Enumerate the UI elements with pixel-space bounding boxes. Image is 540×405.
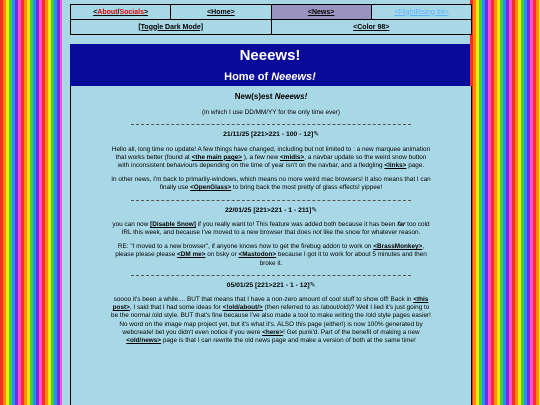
post-text: Hello all, long time no update! A few things have changed, including but not limited to : a new marquee animation that works better (found at bbox=[111, 145, 431, 161]
divider bbox=[131, 275, 411, 276]
post-paragraph bbox=[111, 243, 431, 268]
dm-me-link[interactable]: <DM me> bbox=[177, 251, 206, 259]
page-header bbox=[70, 44, 470, 86]
post-date: 21/11/25 [221>221 - 100 - 12] bbox=[223, 131, 314, 139]
page-title: Neeews! bbox=[239, 47, 301, 64]
brassmonkey-link[interactable]: <BrassMonkey> bbox=[373, 243, 423, 251]
subtitle-emphasis: Neeews! bbox=[271, 71, 316, 83]
nav-bracket: < bbox=[93, 8, 98, 16]
disable-snow-button[interactable]: [Disable Snow] bbox=[150, 220, 196, 228]
post-title bbox=[71, 207, 471, 215]
post-text: In other news, I'm back to primarily-windows, which means no more weird mac browsers! It also means that I can finally use bbox=[111, 176, 431, 192]
post-text: too cold IRL this week, and because I've moved to a new browser that does bbox=[121, 220, 430, 237]
post-text: ), a few new bbox=[242, 153, 281, 161]
post-title bbox=[71, 282, 471, 290]
subtitle-text: Home of bbox=[224, 71, 272, 83]
links-page-link[interactable]: <links> bbox=[384, 162, 407, 170]
old-news-link[interactable]: <old/news> bbox=[126, 337, 162, 345]
post-text: if you really want to! This feature was added both because it has been bbox=[195, 220, 398, 228]
post-text: , a navbar update so the weird snow button with inconsistent behaviours depending on the time of year isn't on the navbar, and a fledgling bbox=[117, 153, 427, 170]
news-content bbox=[70, 86, 472, 405]
post-text: like the snow for whatever reason. bbox=[321, 229, 421, 237]
post-text: (then referred to as /about/old)? Well I lied it's just going to be the normal /old style. BUT that's fine because I've also made a tool to make writing the /old style pages easier! No word on the image map project yet, but it's what it's. ALSO this page (either!) is now 100% generated by webcreate! bet you didn't even notice if you were bbox=[111, 304, 431, 336]
post-text: , I said that I had some ideas for bbox=[129, 304, 223, 312]
nav-slash: / bbox=[117, 8, 120, 16]
post-date: 05/01/25 [221>221 - 1 - 12] bbox=[226, 281, 310, 289]
post-paragraph bbox=[111, 176, 431, 192]
rainbow-border-right bbox=[470, 0, 540, 405]
post-title bbox=[71, 131, 471, 139]
here-link[interactable]: <here> bbox=[262, 328, 284, 336]
divider bbox=[131, 124, 411, 125]
post-text: page. bbox=[406, 162, 425, 170]
post-text: because I got it to work for about 5 minutes and then broke it. bbox=[259, 251, 427, 267]
navbar-row-1 bbox=[71, 5, 471, 20]
nav-color98-link[interactable]: <Color 98> bbox=[353, 23, 390, 31]
nav-news-link[interactable]: <News> bbox=[272, 5, 372, 19]
nav-socials-link[interactable]: Socials bbox=[119, 8, 144, 16]
divider bbox=[131, 200, 411, 201]
midis-link[interactable]: <midis> bbox=[280, 153, 305, 161]
news-heading-text: New(s)est bbox=[234, 92, 275, 101]
post-text: ! Get punk'd. Part of the benefit of making a new bbox=[283, 328, 420, 336]
nav-about-link[interactable]: About bbox=[97, 8, 118, 16]
nav-home-link[interactable]: <Home> bbox=[171, 5, 271, 19]
main-page-link[interactable]: <the main page> bbox=[191, 153, 243, 161]
post-text: , please please please bbox=[115, 243, 425, 259]
rainbow-border-left bbox=[0, 0, 62, 405]
pencil-icon[interactable]: ✎ bbox=[309, 281, 316, 289]
post-paragraph bbox=[111, 296, 431, 345]
pencil-icon[interactable]: ✎ bbox=[313, 131, 319, 139]
mastodon-link[interactable]: <Mastodon> bbox=[238, 251, 277, 259]
pencil-icon[interactable]: ✎ bbox=[311, 206, 318, 214]
post-text: to bring back the most pretty of glass effects! yippee! bbox=[231, 184, 383, 192]
nav-flightrising-link[interactable]: <FlightRising 98> bbox=[394, 8, 449, 16]
navbar bbox=[70, 4, 472, 35]
nav-bracket: > bbox=[143, 8, 149, 16]
news-heading-emphasis: Neeews! bbox=[274, 92, 308, 101]
post-emphasis: not bbox=[312, 229, 322, 237]
page-subtitle bbox=[70, 71, 470, 83]
post-emphasis: far bbox=[397, 220, 406, 228]
openglass-link[interactable]: <OpenGlass> bbox=[190, 184, 232, 192]
news-heading bbox=[71, 93, 471, 101]
post-paragraph bbox=[111, 146, 431, 171]
navbar-row-2 bbox=[71, 20, 471, 34]
toggle-dark-mode-button[interactable]: [Toggle Dark Mode] bbox=[71, 20, 272, 34]
post-text: RE: "I moved to a new browser", if anyone knows how to get the firebug addon to work on bbox=[117, 243, 374, 251]
post-text: soooo it's been a while.... BUT that means that I have a non-zero amount of cool stuff to show off! Back in bbox=[113, 296, 414, 304]
old-about-link[interactable]: <!old/about/> bbox=[222, 304, 263, 312]
post-date: 22/01/25 [221>221 - 1 - 211] bbox=[224, 206, 312, 214]
post-text: page is that I can rewrite the old news page and make a version of both at the same time! bbox=[161, 337, 416, 345]
post-text: you can now bbox=[112, 220, 151, 228]
this-post-link[interactable]: <this post> bbox=[112, 296, 429, 312]
post-text: on bsky or bbox=[205, 251, 239, 259]
nav-about-socials[interactable] bbox=[71, 5, 171, 19]
date-format-note: (in which I use DD/MM/YY for the only time ever) bbox=[201, 109, 341, 117]
post-paragraph bbox=[111, 221, 431, 237]
